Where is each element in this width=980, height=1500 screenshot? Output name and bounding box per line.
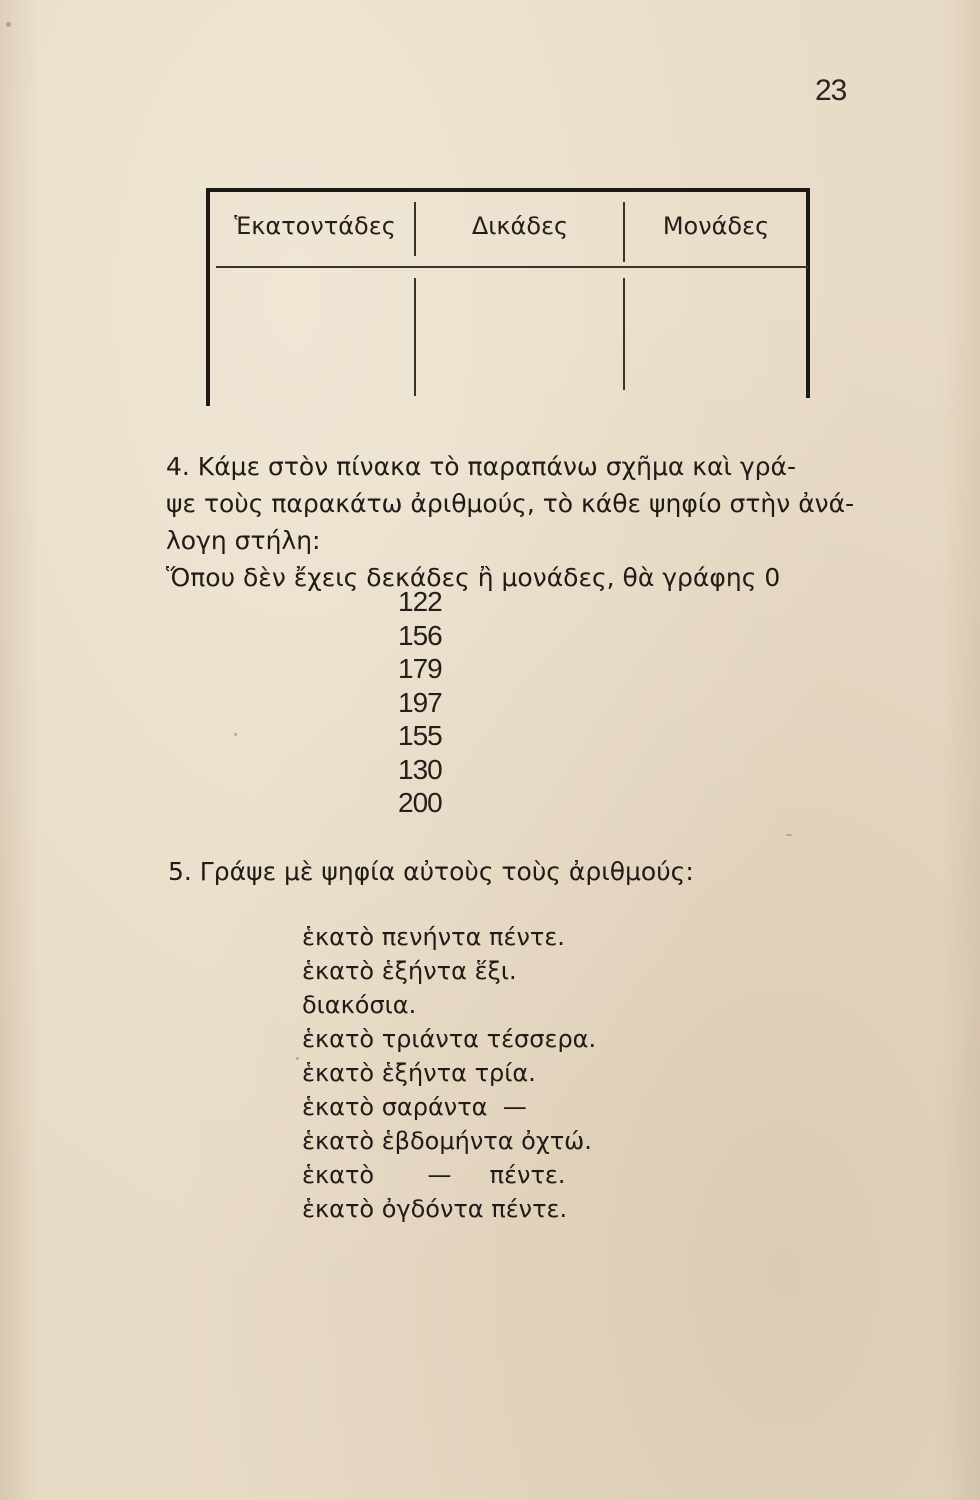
- table-right-border: [806, 188, 810, 398]
- table-left-border: [206, 188, 210, 406]
- exercise-5-word-list: [302, 920, 596, 1226]
- word-number-item: ἑκατὸ ἑξήντα ἕξι.: [302, 957, 517, 985]
- table-header-hundreds: Ἑκατοντάδες: [234, 212, 396, 240]
- table-column-divider: [623, 202, 625, 262]
- word-number-item: διακόσια.: [302, 991, 417, 1019]
- exercise-4-line: ψε τοὺς παρακάτω ἀριθμούς, τὸ κάθε ψηφίο στὴν ἀνά-: [166, 489, 855, 518]
- paper-speck: [786, 834, 792, 836]
- word-number-item: ἑκατὸ τριάντα τέσσερα.: [302, 1025, 597, 1053]
- number-item: 156: [398, 619, 442, 651]
- page-number: 23: [815, 74, 847, 107]
- table-header-units: Μονάδες: [662, 212, 770, 240]
- word-number-item: ἑκατὸ ἑβδομήντα ὀχτώ.: [302, 1127, 592, 1155]
- paper-speck: [234, 733, 237, 736]
- number-item: 155: [398, 720, 442, 751]
- number-item: 197: [398, 686, 442, 718]
- word-number-item: ἑκατὸ πενήντα πέντε.: [302, 923, 565, 951]
- exercise-4-line: 4. Κάμε στὸν πίνακα τὸ παραπάνω σχῆμα καὶ γρά-: [166, 452, 797, 481]
- number-item: 122: [398, 586, 442, 617]
- table-header-separator: [216, 266, 808, 268]
- word-number-item: ἑκατὸ ἑξήντα τρία.: [302, 1059, 536, 1087]
- word-number-item: ἑκατὸ ὀγδόντα πέντε.: [302, 1195, 568, 1223]
- exercise-5-heading: 5. Γράψε μὲ ψηφία αὐτοὺς τοὺς ἀριθμούς:: [168, 857, 694, 886]
- word-number-item: ἑκατὸ σαράντα —: [302, 1093, 527, 1121]
- table-header-tens: Δικάδες: [471, 212, 569, 240]
- place-value-table: [206, 188, 810, 406]
- exercise-4-line: λογη στήλη:: [166, 526, 321, 555]
- table-column-divider: [414, 202, 416, 256]
- number-item: 200: [398, 787, 442, 818]
- number-item: 179: [398, 653, 442, 684]
- exercise-4-instructions: [166, 448, 896, 596]
- exercise-4-line: Ὅπου δὲν ἔχεις δεκάδες ἢ μονάδες, θὰ γράφης 0: [166, 563, 781, 592]
- number-item: 130: [398, 753, 442, 785]
- word-number-item: ἑκατὸ — πέντε.: [302, 1161, 566, 1189]
- paper-speck: [6, 22, 11, 27]
- table-column-divider: [414, 278, 416, 396]
- table-column-divider: [623, 278, 625, 390]
- paper-speck: [296, 1057, 299, 1060]
- exercise-4-number-list: [398, 585, 442, 820]
- table-top-border: [206, 188, 810, 192]
